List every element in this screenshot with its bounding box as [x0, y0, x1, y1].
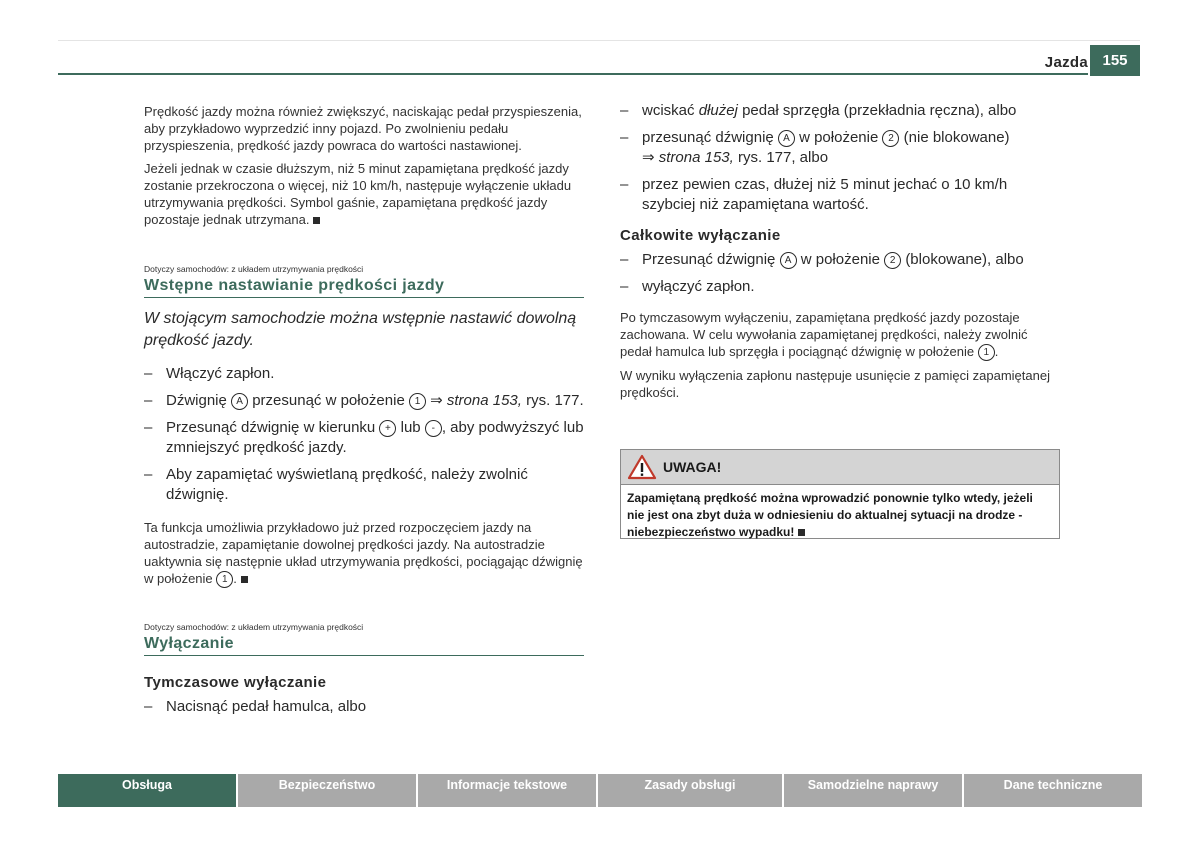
right-column: [620, 101, 1060, 401]
list-item: – Nacisnąć pedał hamulca, albo: [144, 698, 367, 715]
list-item: – wciskać dłużej pedał sprzęgła (przekładnia ręczna), albo: [620, 102, 1017, 119]
intro-text: W stojącym samochodzie można wstępnie nastawić dowolną prędkość jazdy.: [144, 310, 577, 349]
tab-dane-techniczne[interactable]: Dane techniczne: [964, 774, 1142, 807]
position-1-icon: 1: [978, 344, 995, 361]
subheading: Całkowite wyłączanie: [620, 227, 781, 244]
applies-note: Dotyczy samochodów: z układem utrzymywania prędkości: [144, 264, 364, 274]
warning-box: [620, 449, 1060, 539]
position-2-icon: 2: [882, 130, 899, 147]
paragraph: Ta funkcja umożliwia przykładowo już przed rozpoczęciem jazdy na autostradzie, zapamiętanie dowolnej prędkości jazdy. Na autostradzie uaktywnia się następnie układ utrzymywania prędkości, pociągając dźwignię w położenie 1 .: [144, 520, 583, 586]
subheading: Tymczasowe wyłączanie: [144, 674, 327, 691]
warning-title: UWAGA!: [663, 459, 722, 475]
warning-triangle-icon: [627, 454, 657, 480]
header-rule: [58, 73, 1088, 75]
list-item: – Włączyć zapłon.: [144, 365, 275, 382]
end-mark-icon: [241, 576, 248, 583]
left-column: [144, 103, 584, 724]
tab-informacje-tekstowe[interactable]: Informacje tekstowe: [418, 774, 596, 807]
applies-note: Dotyczy samochodów: z układem utrzymywania prędkości: [144, 622, 364, 632]
section-heading: Wyłączanie: [144, 635, 584, 656]
list-item: – wyłączyć zapłon.: [620, 278, 755, 295]
lever-a-icon: A: [231, 393, 248, 410]
list-item: – Aby zapamiętać wyświetlaną prędkość, należy zwolnić dźwignię.: [144, 466, 528, 503]
page-reference[interactable]: strona 153,: [446, 392, 522, 409]
tab-zasady-obslugi[interactable]: Zasady obsługi: [598, 774, 782, 807]
section-heading: Wstępne nastawianie prędkości jazdy: [144, 277, 584, 298]
position-1-icon: 1: [409, 393, 426, 410]
footer-nav: [58, 774, 1142, 807]
warning-header: [621, 450, 1059, 485]
tab-obsluga[interactable]: Obsługa: [58, 774, 236, 807]
list-item: – Przesunąć dźwignię w kierunku + lub - , aby podwyższyć lub zmniejszyć prędkość jazdy.: [144, 419, 584, 456]
paragraph: W wyniku wyłączenia zapłonu następuje usunięcie z pamięci zapamiętanej prędkości.: [620, 368, 1050, 400]
lever-a-icon: A: [780, 252, 797, 269]
tab-bezpieczenstwo[interactable]: Bezpieczeństwo: [238, 774, 416, 807]
tab-samodzielne-naprawy[interactable]: Samodzielne naprawy: [784, 774, 962, 807]
section-title: Jazda: [1044, 54, 1088, 71]
paragraph: Prędkość jazdy można również zwiększyć, naciskając pedał przyspieszenia, aby przykładowo wyprzedzić inny pojazd. Po zwolnieniu pedału przyspieszenia, prędkość jazdy powraca do wartości nastawionej.: [144, 104, 582, 153]
paragraph: Jeżeli jednak w czasie dłuższym, niż 5 minut zapamiętana prędkość jazdy zostanie przekroczona o więcej, niż 10 km/h, następuje wyłączenie układu utrzymywania prędkości. Symbol gaśnie, zapamiętana prędkość jazdy pozostaje jednak utrzymana.: [144, 161, 572, 227]
lever-a-icon: A: [778, 130, 795, 147]
position-1-icon: 1: [216, 571, 233, 588]
minus-icon: -: [425, 420, 442, 437]
end-mark-icon: [313, 217, 320, 224]
page-reference[interactable]: strona 153,: [658, 149, 734, 166]
top-rule: [58, 40, 1140, 41]
list-item: – Przesunąć dźwignię A w położenie 2 (blokowane), albo: [620, 251, 1024, 268]
list-item: – Dźwignię A przesunąć w położenie 1 ⇒ strona 153, rys. 177.: [144, 392, 584, 409]
paragraph: Po tymczasowym wyłączeniu, zapamiętana prędkość jazdy pozostaje zachowana. W celu wywołania zapamiętanej prędkości, należy zwolnić pedał hamulca lub sprzęgła i pociągnąć dźwignię w położenie 1 .: [620, 310, 1028, 359]
plus-icon: +: [379, 420, 396, 437]
page-number: 155: [1090, 45, 1140, 76]
warning-text: Zapamiętaną prędkość można wprowadzić ponownie tylko wtedy, jeżeli nie jest ona zbyt duża w odniesieniu do aktualnej sytuacji na drodze - niebezpieczeństwo wypadku!: [627, 491, 1033, 539]
end-mark-icon: [798, 529, 805, 536]
position-2-icon: 2: [884, 252, 901, 269]
list-item: – przesunąć dźwignię A w położenie 2 (nie blokowane) ⇒ strona 153, rys. 177, albo: [620, 129, 1010, 166]
list-item: – przez pewien czas, dłużej niż 5 minut jechać o 10 km/h szybciej niż zapamiętana wartość.: [620, 176, 1008, 213]
